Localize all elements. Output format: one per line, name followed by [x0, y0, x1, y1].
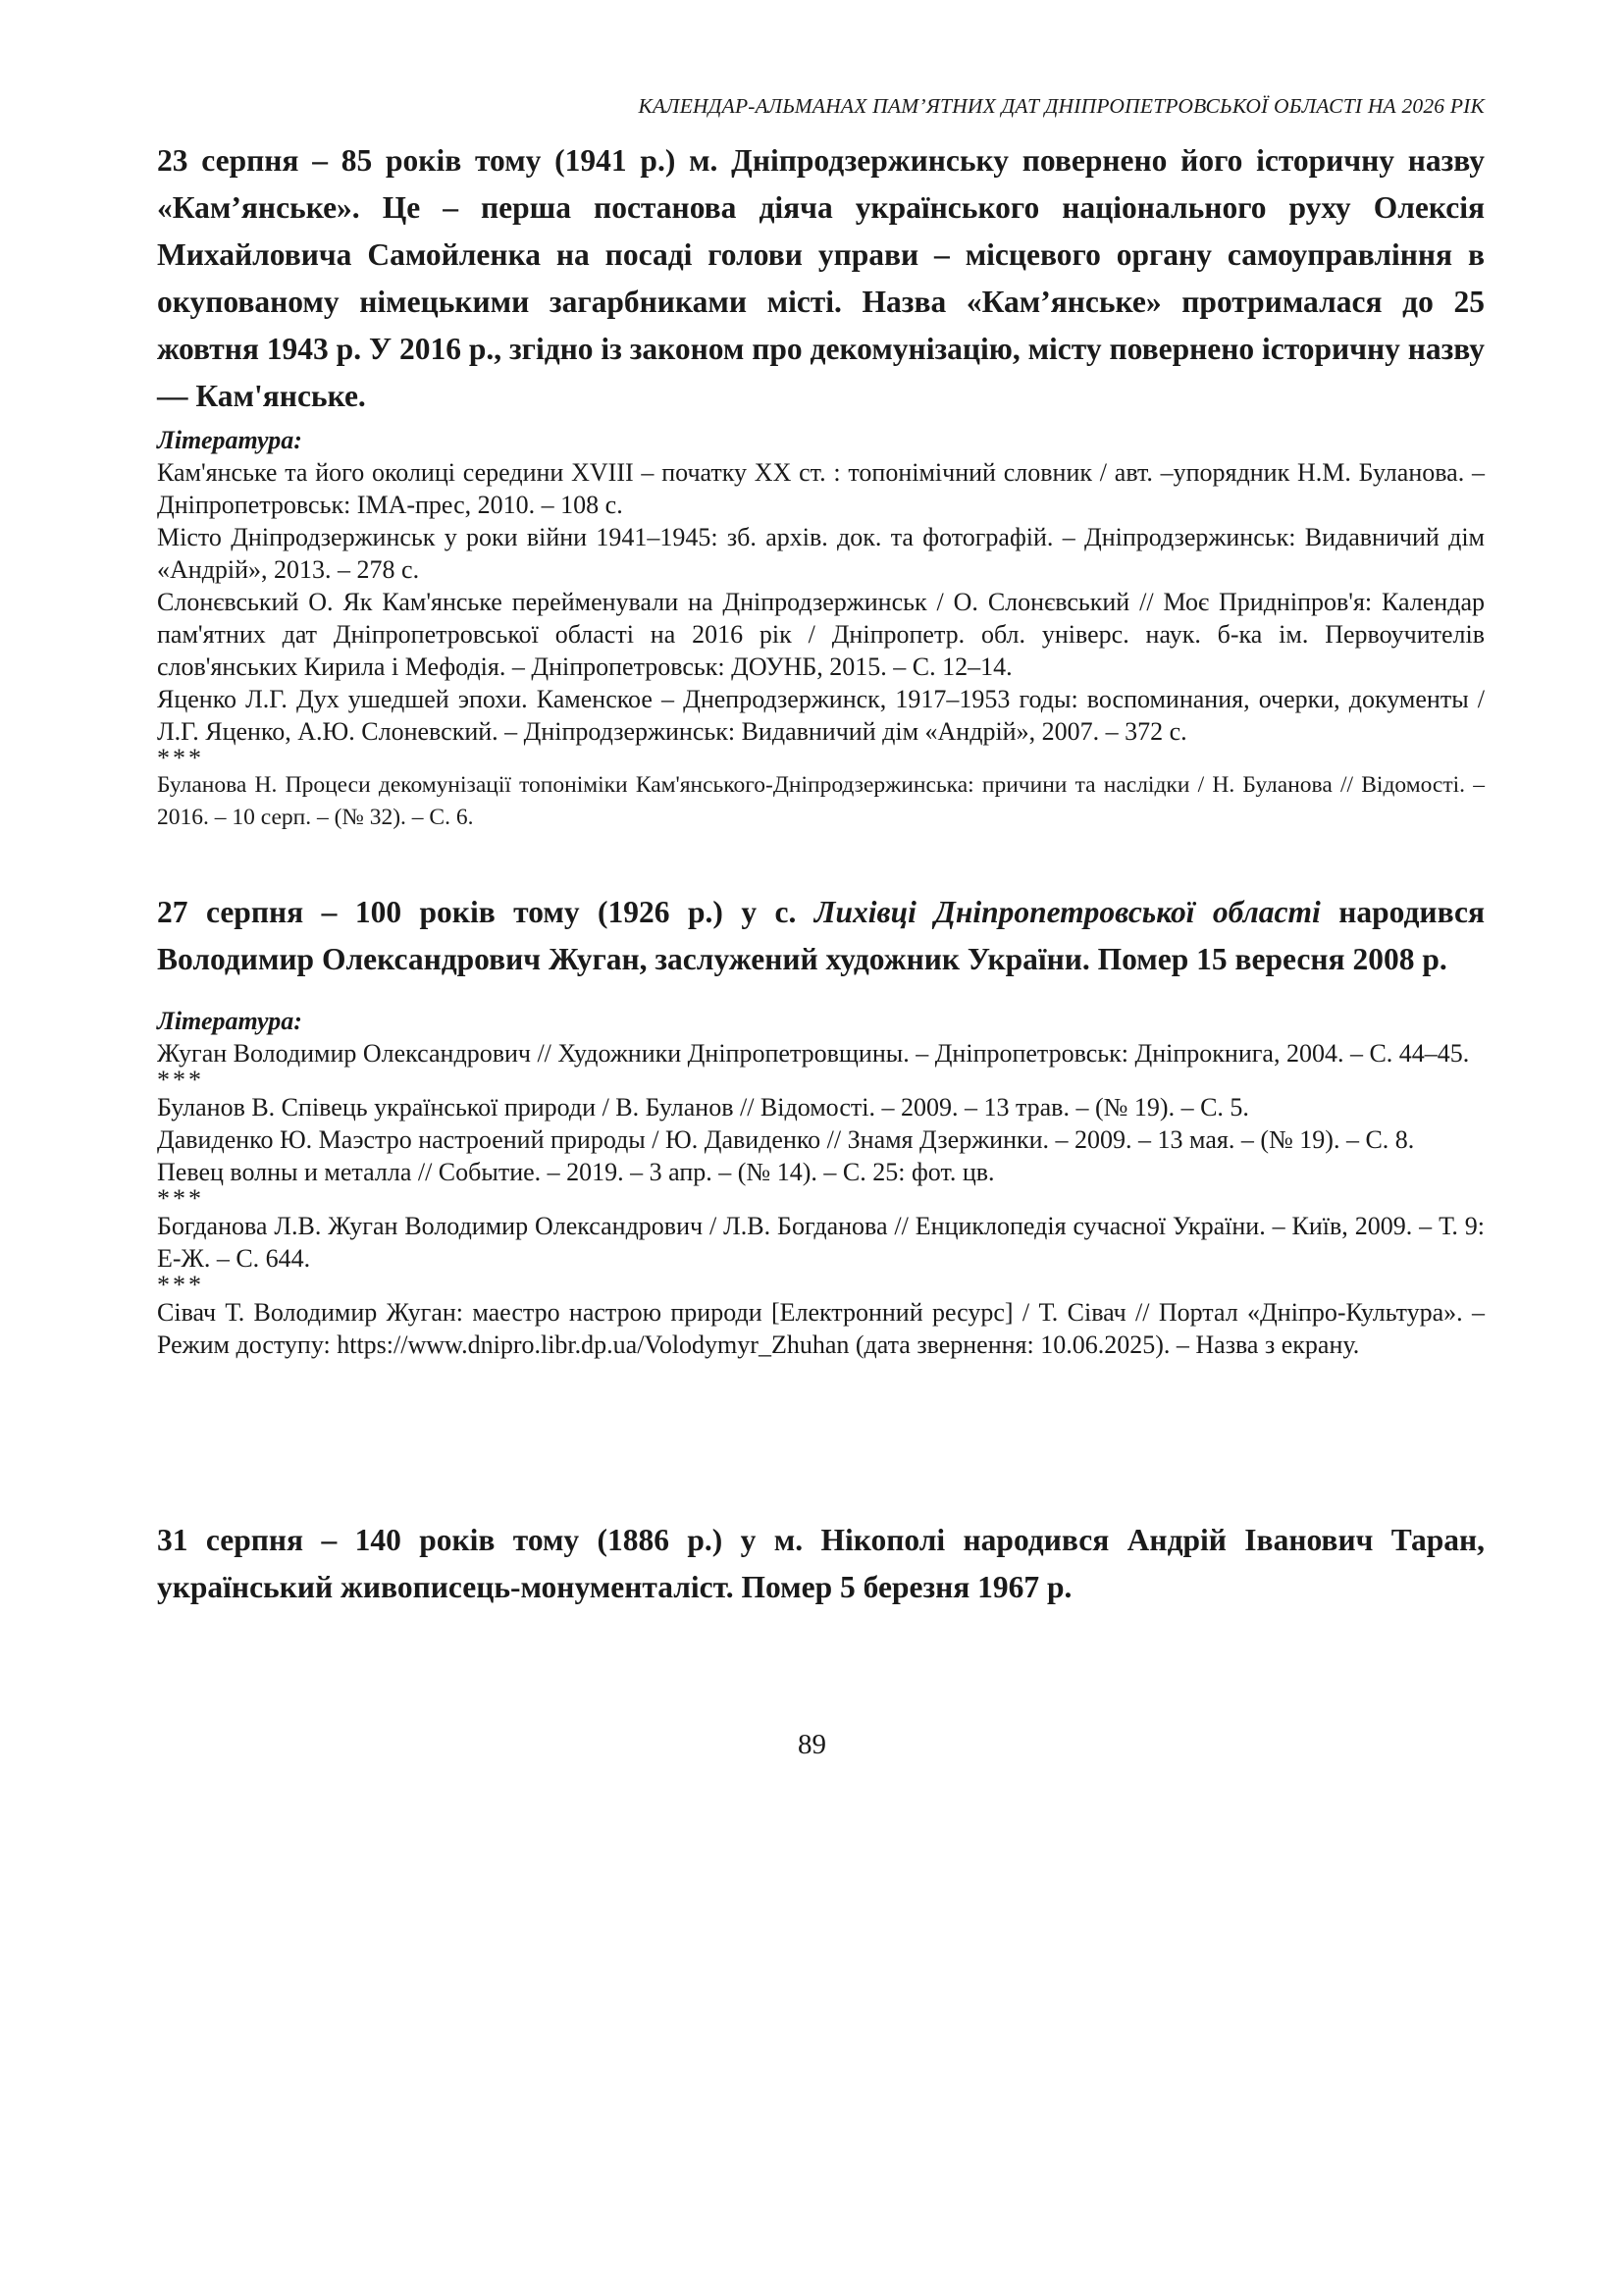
- entry-text-italic: Лихівці Дніпропетровської області: [813, 895, 1321, 929]
- literature-heading: Література:: [157, 426, 302, 454]
- entry-text: 31 серпня – 140 років тому (1886 р.) у м. Нікополі народився Андрій Іванович Таран, український живописець-монументаліст. Помер 5 березня 1967 р.: [157, 1523, 1485, 1604]
- literature-block: [157, 424, 1485, 834]
- literature-block: [157, 1005, 1485, 1361]
- separator: ***: [157, 1271, 204, 1299]
- entry-text-part: народився Володимир Олександрович Жуган, заслужений художник України. Помер 15 вересня 2008 р.: [157, 895, 1486, 976]
- separator: ***: [157, 744, 204, 772]
- separator: ***: [157, 1184, 204, 1213]
- literature-item: Буланова Н. Процеси декомунізації топоніміки Кам'янського-Дніпродзержинська: причини та наслідки / Н. Буланова // Відомості. – 2016. – 10 серп. – (№ 32). – С. 6.: [157, 772, 1485, 830]
- literature-item: Буланов В. Співець української природи / В. Буланов // Відомості. – 2009. – 13 трав. – (№ 19). – С. 5.: [157, 1093, 1249, 1121]
- page-number: 89: [798, 1729, 826, 1760]
- literature-item: Певец волны и металла // Событие. – 2019. – 3 апр. – (№ 14). – С. 25: фот. цв.: [157, 1158, 995, 1186]
- running-header: КАЛЕНДАР-АЛЬМАНАХ ПАМ’ЯТНИХ ДАТ ДНІПРОПЕТРОВСЬКОЇ ОБЛАСТІ НА 2026 РІК: [638, 94, 1485, 118]
- literature-item: Місто Дніпродзержинськ у роки війни 1941–1945: зб. архів. док. та фотографій. – Дніпродзержинськ: Видавничий дім «Андрій», 2013. – 278 с.: [157, 523, 1485, 584]
- literature-item: Слонєвський О. Як Кам'янське перейменували на Дніпродзержинськ / О. Слонєвський // Моє Придніпров'я: Календар пам'ятних дат Дніпропетровської області на 2016 рік / Дніпропетр. обл. універс. наук. б-ка ім. Первоучителів слов'янських Кирила і Мефодія. – Дніпропетровськ: ДОУНБ, 2015. – С. 12–14.: [157, 588, 1485, 681]
- separator: ***: [157, 1066, 204, 1094]
- literature-item: Богданова Л.В. Жуган Володимир Олександрович / Л.В. Богданова // Енциклопедія сучасної України. – Київ, 2009. – Т. 9: Е-Ж. – С. 644.: [157, 1212, 1485, 1273]
- literature-item: Давиденко Ю. Маэстро настроений природы / Ю. Давиденко // Знамя Дзержинки. – 2009. – 13 мая. – (№ 19). – С. 8.: [157, 1125, 1415, 1154]
- literature-item: Жуган Володимир Олександрович // Художники Дніпропетровщины. – Дніпропетровськ: Дніпрокнига, 2004. – С. 44–45.: [157, 1039, 1470, 1068]
- literature-item: Сівач Т. Володимир Жуган: маестро настрою природи [Електронний ресурс] / Т. Сівач // Портал «Дніпро-Культура». – Режим доступу: https://www.dnipro.libr.dp.ua/Volodymyr_Zhuhan (дата звернення: 10.06.2025). – Назва з екрану.: [157, 1298, 1485, 1359]
- entry-text: [157, 889, 1485, 983]
- literature-item: Кам'янське та його околиці середини XVIII – початку XX ст. : топонімічний словник / авт. –упорядник Н.М. Буланова. – Дніпропетровськ: ІМА-прес, 2010. – 108 с.: [157, 458, 1485, 519]
- entry-text: 23 серпня – 85 років тому (1941 р.) м. Дніпродзержинську повернено його історичну назву «Кам’янське». Це – перша постанова діяча українського національного руху Олексія Михайловича Самойленка на посаді голови управи – місцевого органу самоуправління в окупованому німецькими загарбниками місті. Назва «Кам’янське» протрималася до 25 жовтня 1943 р. У 2016 р., згідно із законом про декомунізацію, місту повернено історичну назву — Кам'янське.: [157, 143, 1485, 413]
- literature-item: Яценко Л.Г. Дух ушедшей эпохи. Каменское – Днепродзержинск, 1917–1953 годы: воспоминания, очерки, документы / Л.Г. Яценко, А.Ю. Слоневский. – Дніпродзержинськ: Видавничий дім «Андрій», 2007. – 372 с.: [157, 685, 1485, 746]
- entry-text-part: 27 серпня – 100 років тому (1926 р.) у с.: [157, 895, 814, 929]
- literature-heading: Література:: [157, 1007, 302, 1035]
